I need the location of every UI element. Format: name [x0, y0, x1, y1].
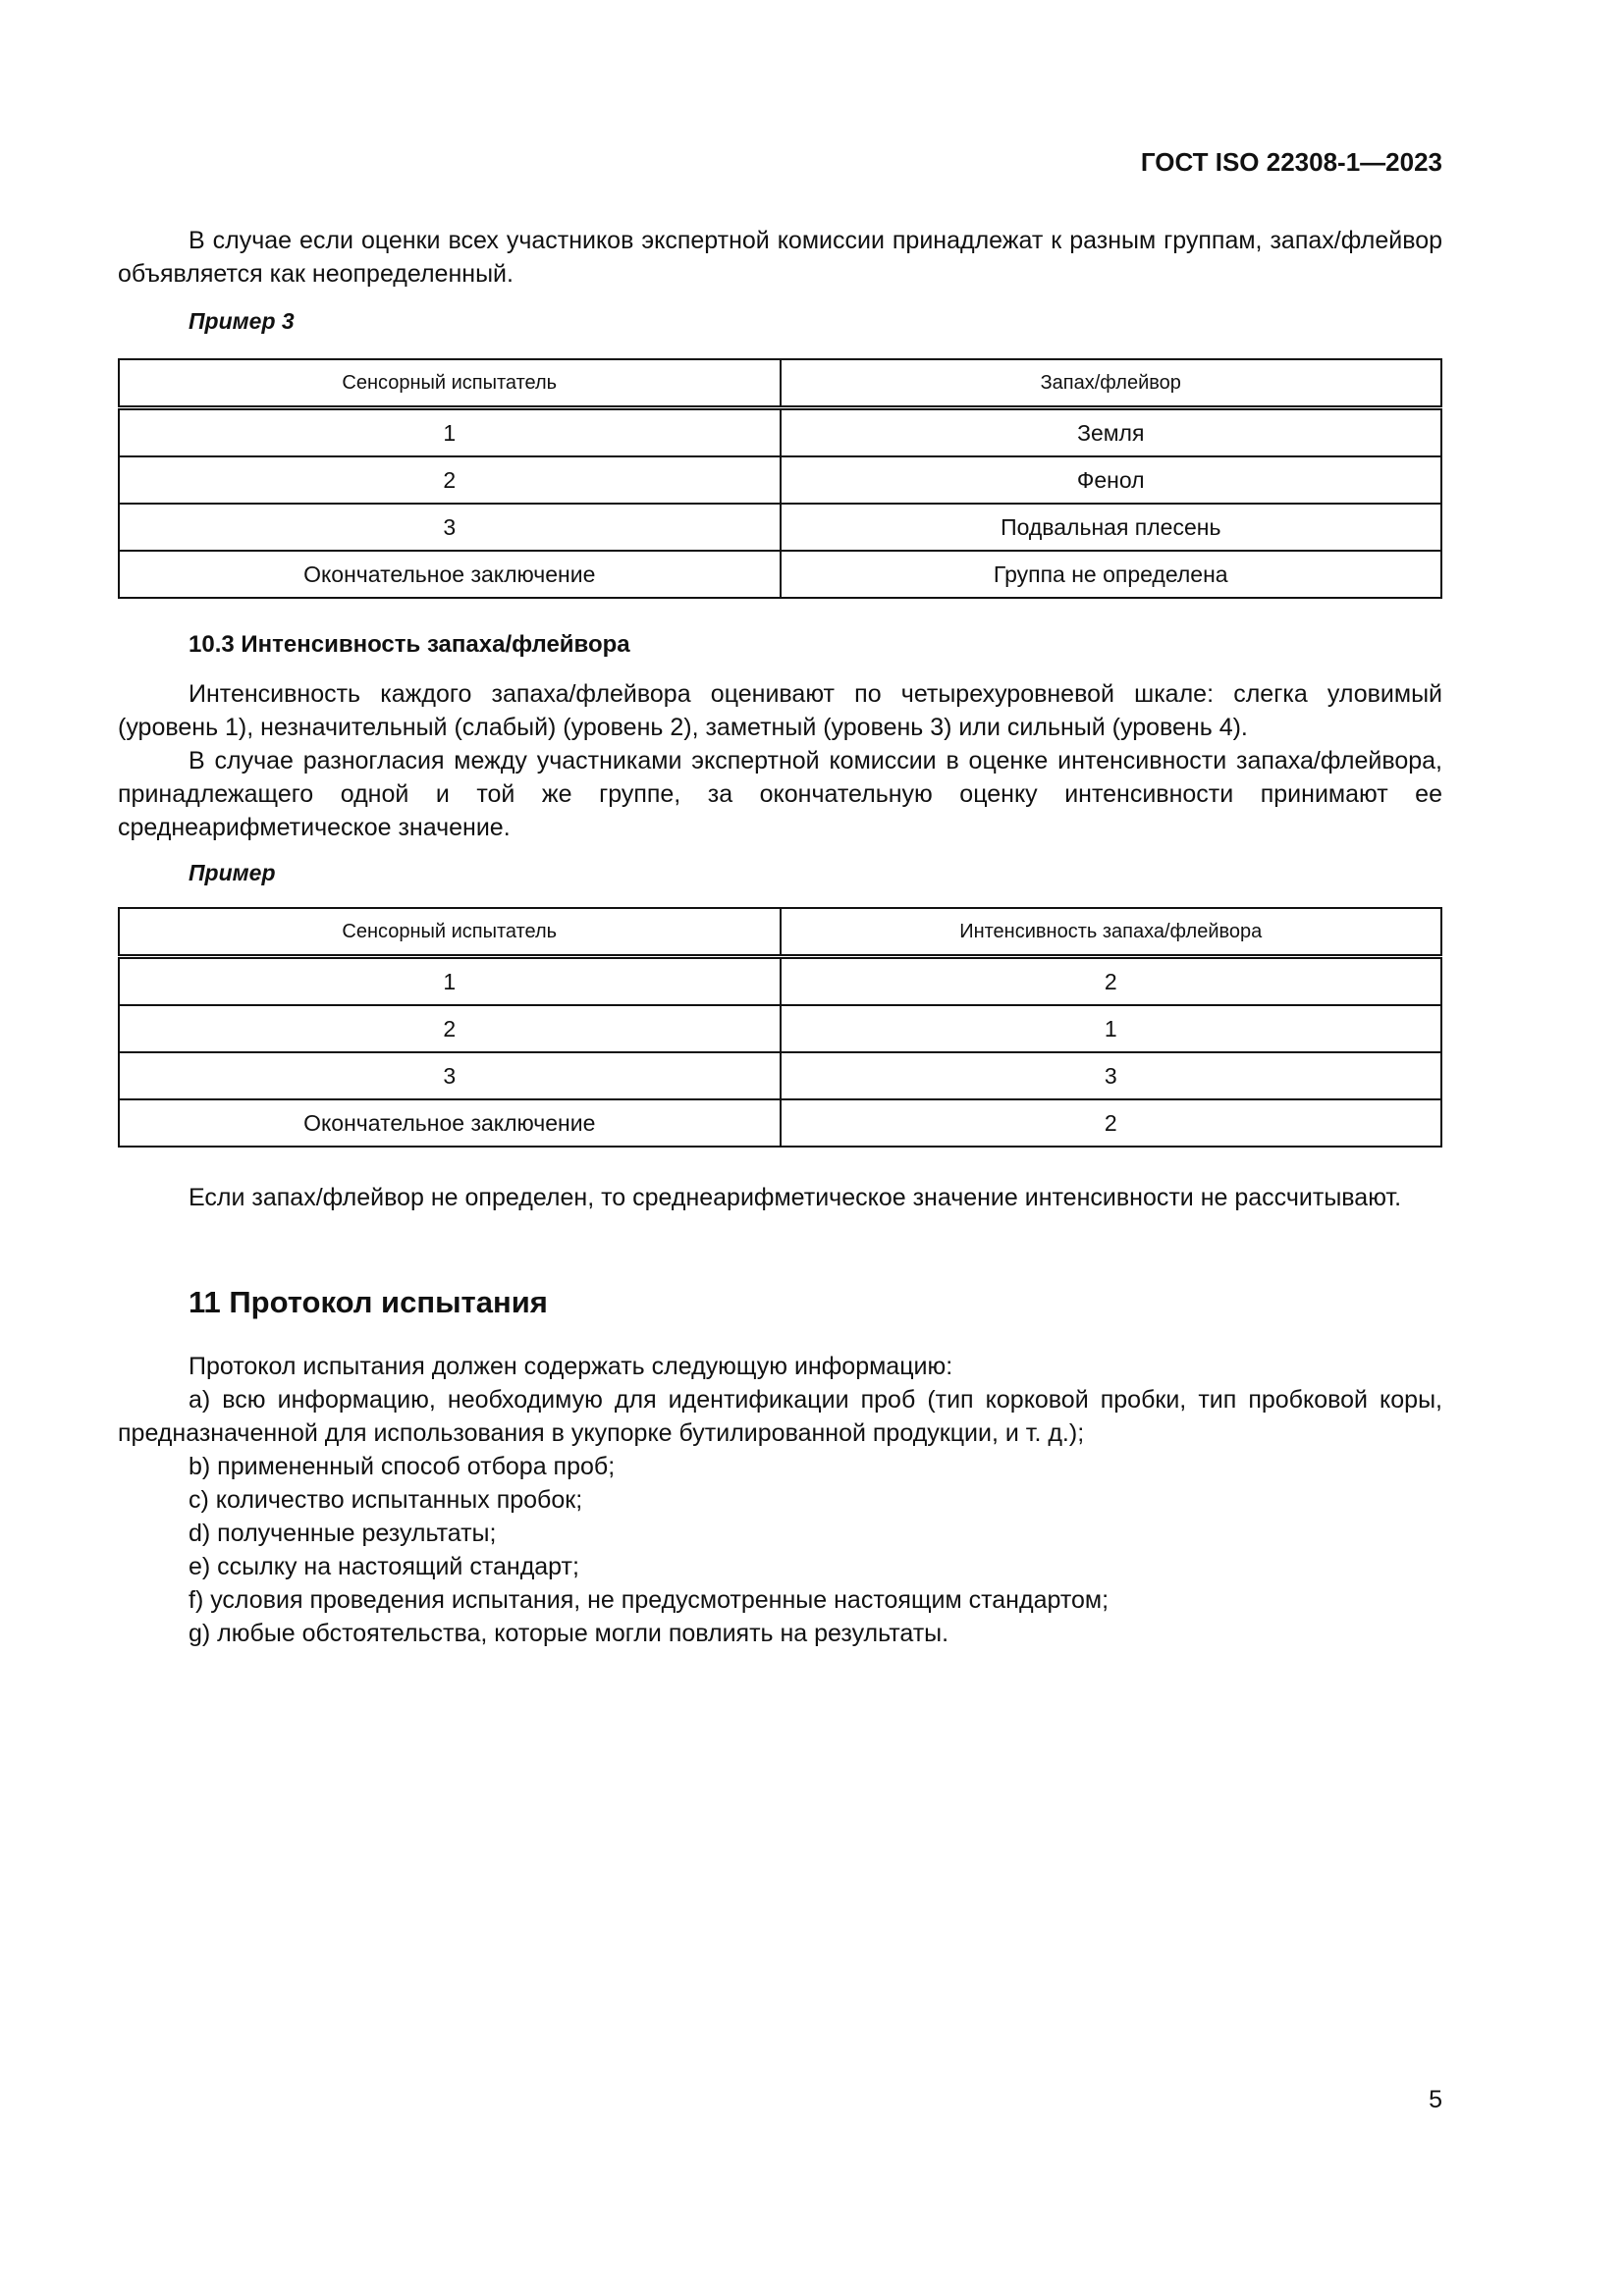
example-label: Пример 3 [189, 308, 295, 334]
list-item: g) любые обстоятельства, которые могли повлиять на результаты. [189, 1620, 949, 1647]
column-header: Сенсорный испытатель [119, 359, 781, 408]
table-cell: 3 [119, 504, 781, 551]
table-header-row [119, 359, 1441, 408]
paragraph: Протокол испытания должен содержать следующую информацию: [189, 1353, 953, 1380]
list-item: c) количество испытанных пробок; [189, 1486, 583, 1514]
list-item: a) всю информацию, необходимую для идентификации проб (тип корковой пробки, тип пробковой коры, предназначенной для использования в укупорке бутилированной продукции, и т. д.); [118, 1386, 1442, 1447]
paragraph: Если запах/флейвор не определен, то среднеарифметическое значение интенсивности не рассчитывают. [189, 1184, 1402, 1211]
table-row [119, 408, 1441, 457]
table-cell: Окончательное заключение [119, 551, 781, 598]
table-row [119, 1005, 1441, 1052]
page-number: 5 [1429, 2086, 1442, 2113]
table-cell: 1 [119, 957, 781, 1006]
list-item: f) условия проведения испытания, не предусмотренные настоящим стандартом; [189, 1586, 1110, 1614]
paragraph: В случае если оценки всех участников экспертной комиссии принадлежат к разным группам, запах/флейвор объявляется как неопределенный. [118, 227, 1442, 288]
paragraph: В случае разногласия между участниками экспертной комиссии в оценке интенсивности запаха/флейвора, принадлежащего одной и той же группе, за окончательную оценку интенсивности принимают ее среднеарифметическое значение. [118, 747, 1442, 841]
table-row [119, 1052, 1441, 1099]
table-row [119, 456, 1441, 504]
table-cell: Фенол [781, 456, 1442, 504]
table-cell: 1 [781, 1005, 1442, 1052]
section-heading: 11 Протокол испытания [189, 1285, 548, 1319]
list-item: b) примененный способ отбора проб; [189, 1453, 616, 1480]
table-cell: 1 [119, 408, 781, 457]
column-header: Запах/флейвор [781, 359, 1442, 408]
protocol-list [118, 1350, 1442, 1650]
section-heading: 10.3 Интенсивность запаха/флейвора [189, 631, 630, 658]
table-row [119, 504, 1441, 551]
table-cell: 3 [119, 1052, 781, 1099]
table-cell: 2 [119, 456, 781, 504]
document-id: ГОСТ ISO 22308-1—2023 [1140, 147, 1442, 177]
list-item: e) ссылку на настоящий стандарт; [189, 1553, 579, 1580]
table-cell: Окончательное заключение [119, 1099, 781, 1147]
table-cell: 2 [781, 957, 1442, 1006]
table-cell: 3 [781, 1052, 1442, 1099]
column-header: Интенсивность запаха/флейвора [781, 908, 1442, 957]
example3-table [118, 358, 1442, 599]
list-item: d) полученные результаты; [189, 1520, 497, 1547]
table-cell: 2 [781, 1099, 1442, 1147]
table-cell: 2 [119, 1005, 781, 1052]
table-row [119, 1099, 1441, 1147]
example-label: Пример [189, 860, 276, 885]
paragraph: Интенсивность каждого запаха/флейвора оценивают по четырехуровневой шкале: слегка уловимый (уровень 1), незначительный (слабый) (уровень 2), заметный (уровень 3) или сильный (уровень 4). [118, 680, 1442, 741]
table-cell: Земля [781, 408, 1442, 457]
table-row [119, 551, 1441, 598]
table-row [119, 957, 1441, 1006]
table-cell: Подвальная плесень [781, 504, 1442, 551]
table-cell: Группа не определена [781, 551, 1442, 598]
example-table [118, 907, 1442, 1148]
column-header: Сенсорный испытатель [119, 908, 781, 957]
table-header-row [119, 908, 1441, 957]
